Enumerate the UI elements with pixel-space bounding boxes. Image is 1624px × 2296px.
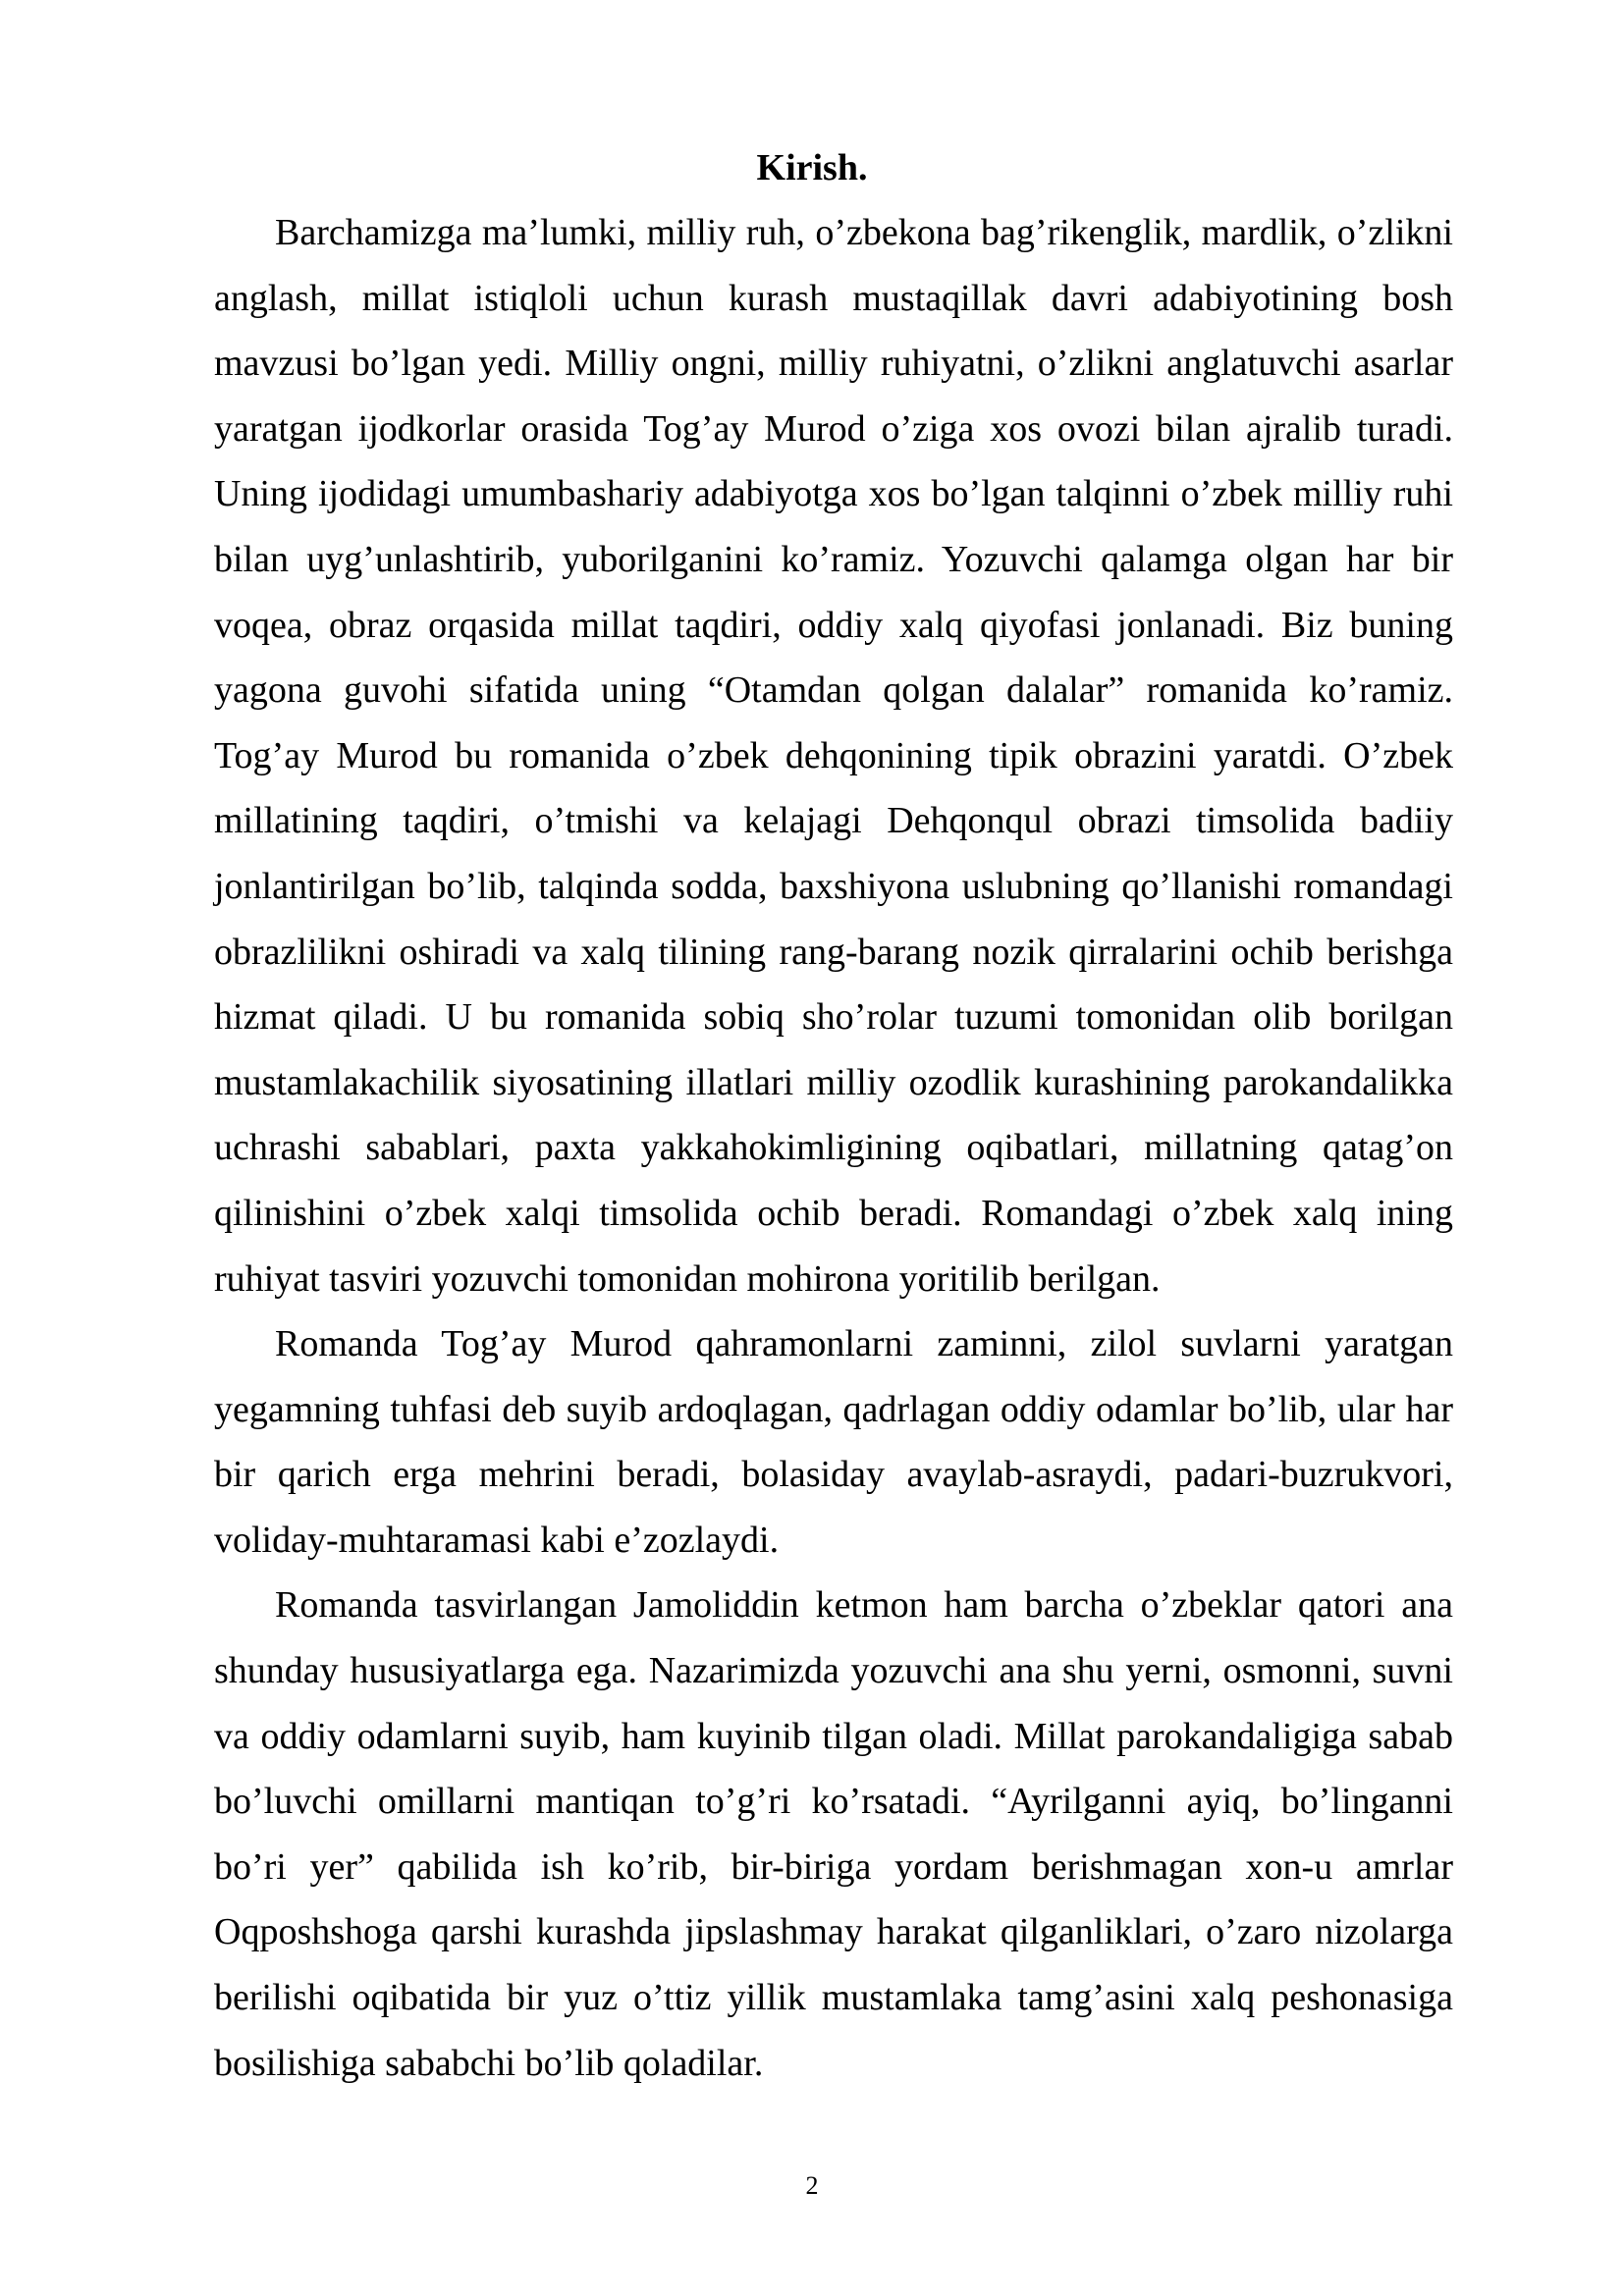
document-body (214, 200, 1453, 2096)
paragraph-3: Romanda tasvirlangan Jamoliddin ketmon ham barcha o’zbeklar qatori ana shunday hususiyatlarga ega. Nazarimizda yozuvchi ana shu yerni, osmonni, suvni va oddiy odamlarni suyib, ham kuyinib tilgan oladi. Millat parokandaligiga sabab bo’luvchi omillarni mantiqan to’g’ri ko’rsatadi. “Ayrilganni ayiq, bo’linganni bo’ri yer” qabilida ish ko’rib, bir-biriga yordam berishmagan xon-u amrlar Oqposhshoga qarshi kurashda jipslashmay harakat qilganliklari, o’zaro nizolarga berilishi oqibatida bir yuz o’ttiz yillik mustamlaka tamg’asini xalq peshonasiga bosilishiga sababchi bo’lib qoladilar. (214, 1584, 1453, 2084)
page-title: Kirish. (756, 147, 868, 188)
paragraph-1: Barchamizga ma’lumki, milliy ruh, o’zbekona bag’rikenglik, mardlik, o’zlikni anglash, millat istiqloli uchun kurash mustaqillak davri adabiyotining bosh mavzusi bo’lgan yedi. Milliy ongni, milliy ruhiyatni, o’zlikni anglatuvchi asarlar yaratgan ijodkorlar orasida Tog’ay Murod o’ziga xos ovozi bilan ajralib turadi. Uning ijodidagi umumbashariy adabiyotga xos bo’lgan talqinni o’zbek milliy ruhi bilan uyg’unlashtirib, yuborilganini ko’ramiz. Yozuvchi qalamga olgan har bir voqea, obraz orqasida millat taqdiri, oddiy xalq qiyofasi jonlanadi. Biz buning yagona guvohi sifatida uning “Otamdan qolgan dalalar” romanida ko’ramiz. Tog’ay Murod bu romanida o’zbek dehqonining tipik obrazini yaratdi. O’zbek millatining taqdiri, o’tmishi va kelajagi Dehqonqul obrazi timsolida badiiy jonlantirilgan bo’lib, talqinda sodda, baxshiyona uslubning qo’llanishi romandagi obrazlilikni oshiradi va xalq tilining rang-barang nozik qirralarini ochib berishga hizmat qiladi. U bu romanida sobiq sho’rolar tuzumi tomonidan olib borilgan mustamlakachilik siyosatining illatlari milliy ozodlik kurashining parokandalikka uchrashi sabablari, paxta yakkahokimligining oqibatlari, millatning qatag’on qilinishini o’zbek xalqi timsolida ochib beradi. Romandagi o’zbek xalq ining ruhiyat tasviri yozuvchi tomonidan mohirona yoritilib berilgan. (214, 212, 1453, 1300)
page-number: 2 (805, 2171, 819, 2200)
paragraph-2: Romanda Tog’ay Murod qahramonlarni zaminni, zilol suvlarni yaratgan yegamning tuhfasi deb suyib ardoqlagan, qadrlagan oddiy odamlar bo’lib, ular har bir qarich erga mehrini beradi, bolasiday avaylab-asraydi, padari-buzrukvori, voliday-muhtaramasi kabi e’zozlaydi. (214, 1323, 1453, 1561)
